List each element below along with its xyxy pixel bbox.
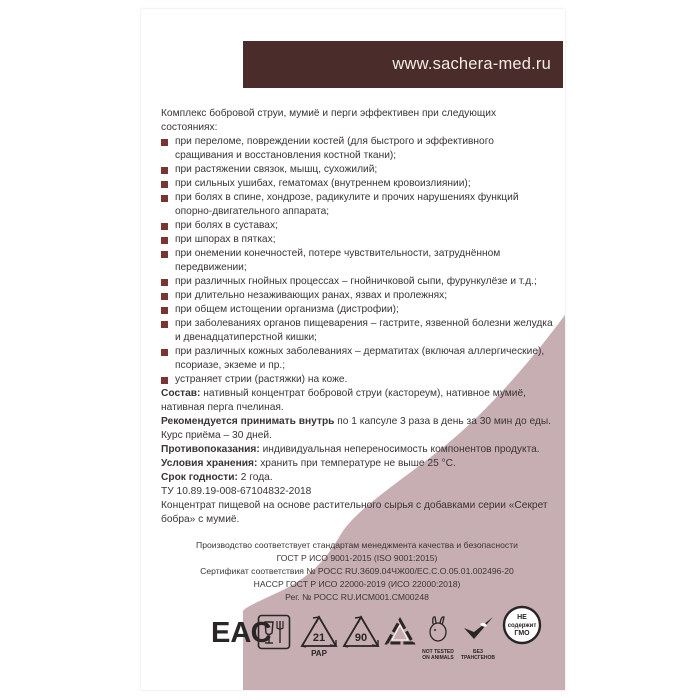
food-safe-icon [257,614,291,655]
list-item: при длительно незаживающих ранах, язвах и пролежнях; [161,289,553,303]
list-item: при сильных ушибах, гематомах (внутреннем кровоизлиянии); [161,177,553,191]
no-gmo-line-2: содержит [507,623,537,629]
no-transgenes-icon [459,614,497,661]
product-description [161,107,553,527]
website-url[interactable]: www.sachera-med.ru [392,55,551,73]
storage-text: хранить при температуре не выше 25 °С. [257,458,456,469]
composition [161,387,553,415]
list-item: устраняет стрии (растяжки) на коже. [161,373,553,387]
pap-number: 21 [312,632,326,644]
list-item: при заболеваниях органов пищеварения – гастрите, язвенной болезни желудка и двенадцатиперстной кишки; [161,317,553,345]
intro-text: Комплекс бобровой струи, мумиё и перги эффективен при следующих состояниях: [161,108,497,133]
pap-label: PAP [311,649,327,658]
recommendation-label: Рекомендуется принимать внутрь [161,416,335,427]
composition-text: нативный концентрат бобровой струи (кастореум), нативное мумиё, нативная перга пчелиная. [161,388,526,413]
recycle-pap-icon [299,614,339,663]
no-gmo-line-1: НЕ [517,614,527,621]
tu-code: ТУ 10.89.19-008-67104832-2018 [161,486,312,497]
certification-line: Рег. № РОСС RU.ИСМ001.СМ00248 [285,592,429,602]
list-item: при онемении конечностей, потере чувствительности, затруднённом передвижении; [161,247,553,275]
mobius-loop-icon [383,616,417,653]
certification-line: Производство соответствует стандартам менеджмента качества и безопасности [196,540,518,550]
shelf-life-label: Срок годности: [161,472,238,483]
list-item: при переломе, повреждении костей (для быстрого и эффективного сращивания и восстановления костной ткани); [161,135,553,163]
composition-label: Состав: [161,388,201,399]
list-item: при растяжении связок, мышц, сухожилий; [161,163,553,177]
certification-line: ГОСТ Р ИСО 9001-2015 (ISO 9001:2015) [276,553,438,563]
indications-list [161,135,553,387]
no-gmo-line-3: ГМО [514,630,530,637]
certification-block [161,539,553,604]
product-label-card [141,9,565,690]
product-type-description: Концентрат пищевой на основе растительного сырья с добавками серии «Секрет бобра» с мумиё. [161,500,548,525]
list-item: при общем истощении организма (дистрофии); [161,303,553,317]
contraindications [161,443,553,457]
list-item: при различных кожных заболеваниях – дерматитах (включая аллергические), псориазе, экземе и пр.; [161,345,553,373]
recycle-number: 90 [354,632,368,644]
list-item: при болях в суставах; [161,219,553,233]
no-transgenes-label: БЕЗ ТРАНСГЕНОВ [460,649,496,661]
certification-line: HACCP ГОСТ Р ИСО 22000-2019 (ИСО 22000:2018) [253,579,461,589]
shelf-life-text: 2 года. [237,472,273,483]
list-item: при различных гнойных процессах – гнойничковой сыпи, фурункулёзе и т.д.; [161,275,553,289]
certification-icons-row [141,614,565,664]
recommendation [161,415,553,443]
eac-mark-icon [211,616,272,651]
no-gmo-icon [501,604,543,651]
not-tested-on-animals-icon [420,614,456,661]
eac-mark-text: ЕАС [211,617,272,649]
certification-line: Сертификат соответствия № РОСС RU.З609.04ЧЖ00/ЕС.С.О.05.01.002496-20 [200,566,514,576]
storage-label: Условия хранения: [161,458,258,469]
contraindications-text: индивидуальная непереносимость компонентов продукта. [259,444,540,455]
storage-conditions [161,457,553,471]
shelf-life [161,471,553,485]
list-item: при болях в спине, хондрозе, радикулите и прочих нарушениях функций опорно-двигательного аппарата; [161,191,553,219]
not-tested-label: NOT TESTED ON ANIMALS [422,649,454,661]
contraindications-label: Противопоказания: [161,444,260,455]
recommendation-text: по 1 капсуле 3 раза в день за 30 мин до еды. Курс приёма – 30 дней. [161,416,552,441]
website-url-banner[interactable] [243,41,563,88]
list-item: при шпорах в пятках; [161,233,553,247]
recycle-90-icon [341,614,381,657]
